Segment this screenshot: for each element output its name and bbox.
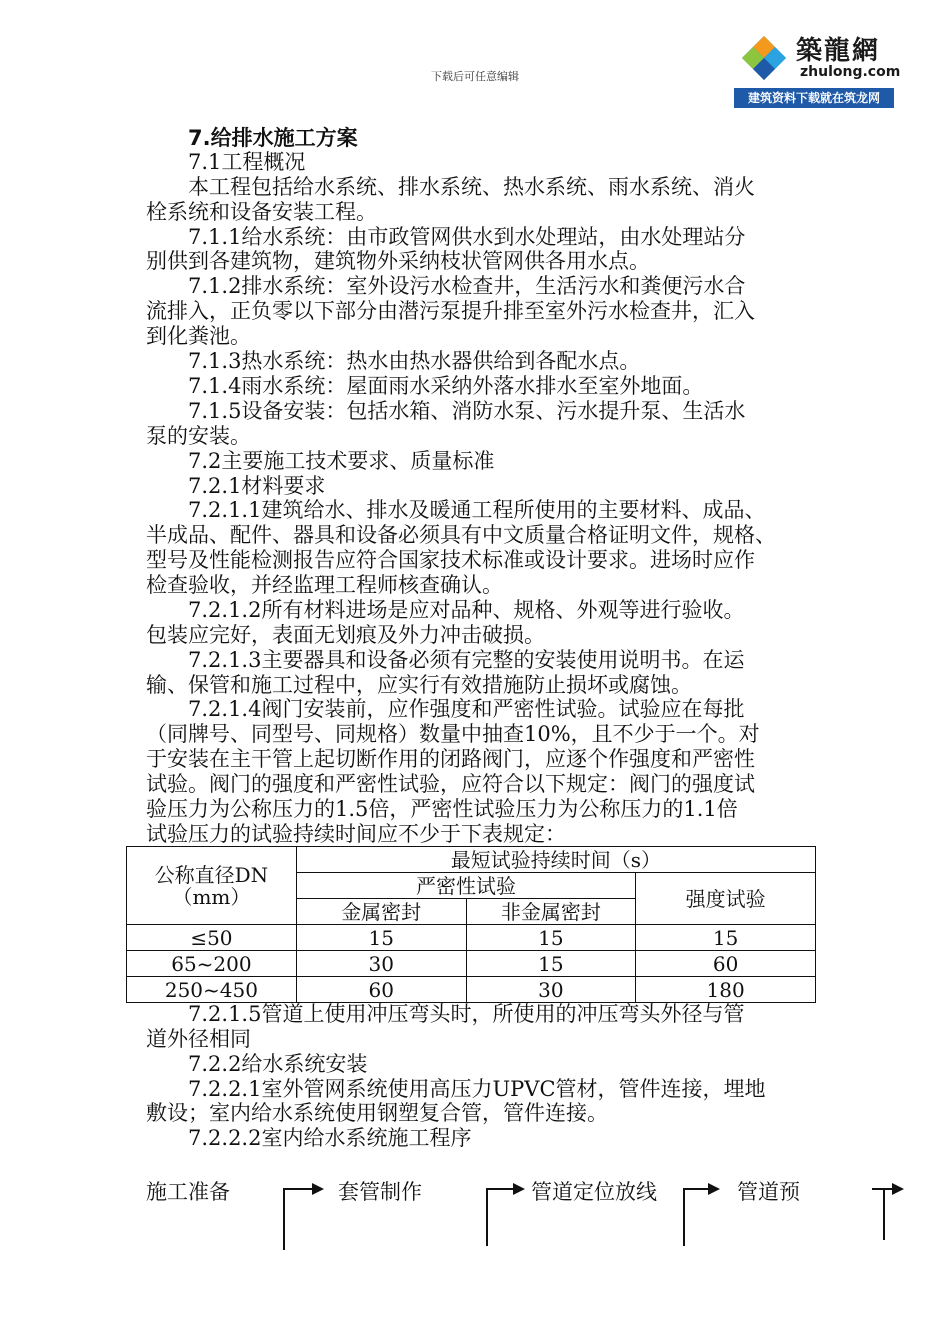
logo-domain-text: zhulong.com [800, 64, 901, 80]
table-cell: 60 [636, 951, 816, 977]
text-line: 7.1工程概况 [188, 150, 306, 174]
section-title: 7.给排水施工方案 [188, 126, 358, 150]
text-line: 试验。阀门的强度和严密性试验，应符合以下规定：阀门的强度试 [146, 772, 755, 796]
text-line: （同牌号、同型号、同规格）数量中抽查10%，且不少于一个。对 [146, 722, 760, 746]
text-line: 半成品、配件、器具和设备必须具有中文质量合格证明文件，规格、 [146, 523, 776, 547]
logo-mark-icon [738, 32, 790, 84]
table-row [127, 925, 816, 951]
text-line: 本工程包括给水系统、排水系统、热水系统、雨水系统、消火 [188, 175, 755, 199]
text-line: 7.1.4雨水系统：屋面雨水采纳外落水排水至室外地面。 [188, 374, 704, 398]
text-line: 7.2.2.1室外管网系统使用高压力UPVC管材，管件连接，埋地 [188, 1077, 766, 1101]
text-line: 7.2.2给水系统安装 [188, 1052, 368, 1076]
flow-arrow-icon [872, 1188, 902, 1190]
text-line: 7.2.1.2所有材料进场是应对品种、规格、外观等进行验收。 [188, 598, 745, 622]
text-line: 别供到各建筑物，建筑物外采纳枝状管网供各用水点。 [146, 249, 650, 273]
table-cell: 30 [466, 977, 636, 1003]
table-header-dn-label: 公称直径DN [154, 862, 269, 887]
zhulong-logo [734, 28, 901, 108]
text-line: 验压力为公称压力的1.5倍，严密性试验压力为公称压力的1.1倍 [146, 797, 738, 821]
text-line: 泵的安装。 [146, 424, 251, 448]
text-line: 到化粪池。 [146, 324, 251, 348]
table-row [127, 977, 816, 1003]
text-line: 7.2.1.5管道上使用冲压弯头时，所使用的冲压弯头外径与管 [188, 1002, 745, 1026]
text-line: 流排入，正负零以下部分由潜污泵提升排至室外污水检查井，汇入 [146, 299, 755, 323]
table-cell: 180 [636, 977, 816, 1003]
text-line: 7.2.1.3主要器具和设备必须有完整的安装使用说明书。在运 [188, 648, 745, 672]
text-line: 7.1.5设备安装：包括水箱、消防水泵、污水提升泵、生活水 [188, 399, 746, 423]
table-cell: 30 [296, 951, 466, 977]
flow-step: 管道定位放线 [531, 1180, 657, 1204]
table-cell: 15 [296, 925, 466, 951]
table-cell: 15 [636, 925, 816, 951]
text-line: 7.2.1.1建筑给水、排水及暖通工程所使用的主要材料、成品、 [188, 498, 766, 522]
table-header-tightness: 严密性试验 [296, 873, 635, 899]
flow-arrow-icon [684, 1188, 718, 1190]
text-line: 7.2主要施工技术要求、质量标准 [188, 449, 495, 473]
logo-chinese-text: 築龍網 [796, 36, 881, 66]
text-line: 敷设；室内给水系统使用钢塑复合管，管件连接。 [146, 1101, 608, 1125]
table-cell: ≤50 [127, 925, 297, 951]
text-line: 于安装在主干管上起切断作用的闭路阀门，应逐个作强度和严密性 [146, 747, 755, 771]
flow-connector [883, 1188, 885, 1240]
header-note: 下载后可任意编辑 [431, 70, 519, 83]
text-line: 7.1.3热水系统：热水由热水器供给到各配水点。 [188, 349, 641, 373]
table-row [127, 951, 816, 977]
logo-tagline: 建筑资料下载就在筑龙网 [734, 88, 894, 108]
text-line: 栓系统和设备安装工程。 [146, 200, 377, 224]
table-header-metal: 金属密封 [296, 899, 466, 925]
flow-connector [486, 1188, 488, 1246]
flow-arrow-icon [487, 1188, 523, 1190]
table-header-dn [127, 847, 297, 925]
table-header-strength: 强度试验 [636, 873, 816, 925]
text-line: 7.2.1材料要求 [188, 474, 326, 498]
table-header-dn-unit: （mm） [172, 884, 251, 909]
table-cell: 250~450 [127, 977, 297, 1003]
text-line: 型号及性能检测报告应符合国家技术标准或设计要求。进场时应作 [146, 548, 755, 572]
flow-step: 管道预 [737, 1180, 800, 1204]
table-header-nonmetal: 非金属密封 [466, 899, 636, 925]
text-line: 检查验收，并经监理工程师核查确认。 [146, 573, 503, 597]
flow-connector [283, 1188, 285, 1250]
flow-arrow-icon [284, 1188, 322, 1190]
table-cell: 65~200 [127, 951, 297, 977]
valve-test-table [126, 846, 816, 1003]
table-cell: 60 [296, 977, 466, 1003]
text-line: 道外径相同 [146, 1027, 251, 1051]
flow-step: 套管制作 [338, 1180, 422, 1204]
flow-step: 施工准备 [146, 1180, 230, 1204]
text-line: 7.1.1给水系统：由市政管网供水到水处理站，由水处理站分 [188, 225, 746, 249]
text-line: 试验压力的试验持续时间应不少于下表规定： [146, 822, 566, 846]
table-cell: 15 [466, 925, 636, 951]
text-line: 7.1.2排水系统：室外设污水检查井，生活污水和粪便污水合 [188, 274, 746, 298]
table-cell: 15 [466, 951, 636, 977]
text-line: 包装应完好，表面无划痕及外力冲击破损。 [146, 623, 545, 647]
text-line: 输、保管和施工过程中，应实行有效措施防止损坏或腐蚀。 [146, 673, 692, 697]
text-line: 7.2.1.4阀门安装前，应作强度和严密性试验。试验应在每批 [188, 697, 745, 721]
flow-connector [683, 1188, 685, 1246]
table-header-duration: 最短试验持续时间（s） [296, 847, 815, 873]
text-line: 7.2.2.2室内给水系统施工程序 [188, 1126, 472, 1150]
